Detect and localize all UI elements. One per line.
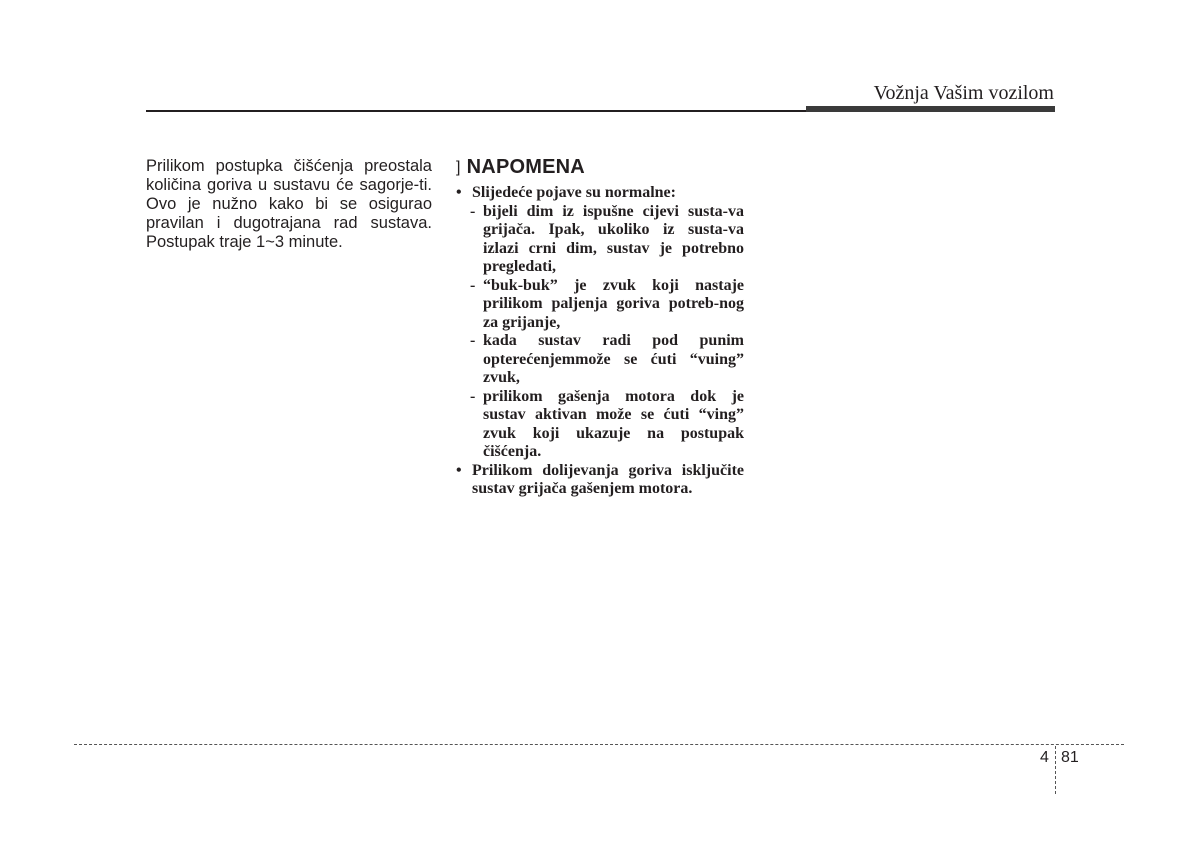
footer-rule [74,744,1124,745]
body-paragraph: Prilikom postupka čišćenja preostala količina goriva u sustavu će sagorje-ti. Ovo je nužno kako bi se osigurao pravilan i dugotrajana rad sustava. Postupak traje 1~3 minute. [146,157,432,251]
note-bullet [456,184,744,203]
note-body [456,184,744,499]
note-bullet [456,462,744,499]
note-heading [456,156,585,179]
sub-item-text: bijeli dim iz ispušne cijevi susta-va grijača. Ipak, ukoliko iz susta-va izlazi crni dim, sustav je potrebno pregledati, [483,202,744,275]
bullet-icon: • [456,461,462,479]
sub-item-text: “buk-buk” je zvuk koji nastaje prilikom paljenja goriva potreb-nog za grijanje, [483,276,744,331]
header-rule [146,110,806,112]
page-number-divider [1055,746,1056,794]
bullet-icon: • [456,184,462,201]
note-heading-text: NAPOMENA [466,156,585,178]
dash-icon: - [470,202,476,220]
section-title: Vožnja Vašim vozilom [873,82,1054,104]
note-sub-item [456,388,744,462]
note-sub-item [456,203,744,277]
dash-icon: - [470,332,476,349]
dash-icon: - [470,276,476,294]
bullet-text: Prilikom dolijevanja goriva isključite sustav grijača gašenjem motora. [472,461,744,497]
note-icon: ] [456,159,461,176]
header-rule-accent [806,106,1055,112]
chapter-number: 4 [1040,749,1049,766]
page-number: 81 [1061,749,1079,766]
dash-icon: - [470,387,476,405]
note-sub-item [456,332,744,388]
note-sub-item [456,277,744,333]
sub-item-text: prilikom gašenja motora dok je sustav aktivan može se ćuti “ving” zvuk koji ukazuje na postupak čišćenja. [483,387,744,460]
bullet-text: Slijedeće pojave su normalne: [472,184,676,201]
sub-item-text: kada sustav radi pod punim opterećenjemmože se ćuti “vuing” zvuk, [483,332,744,386]
